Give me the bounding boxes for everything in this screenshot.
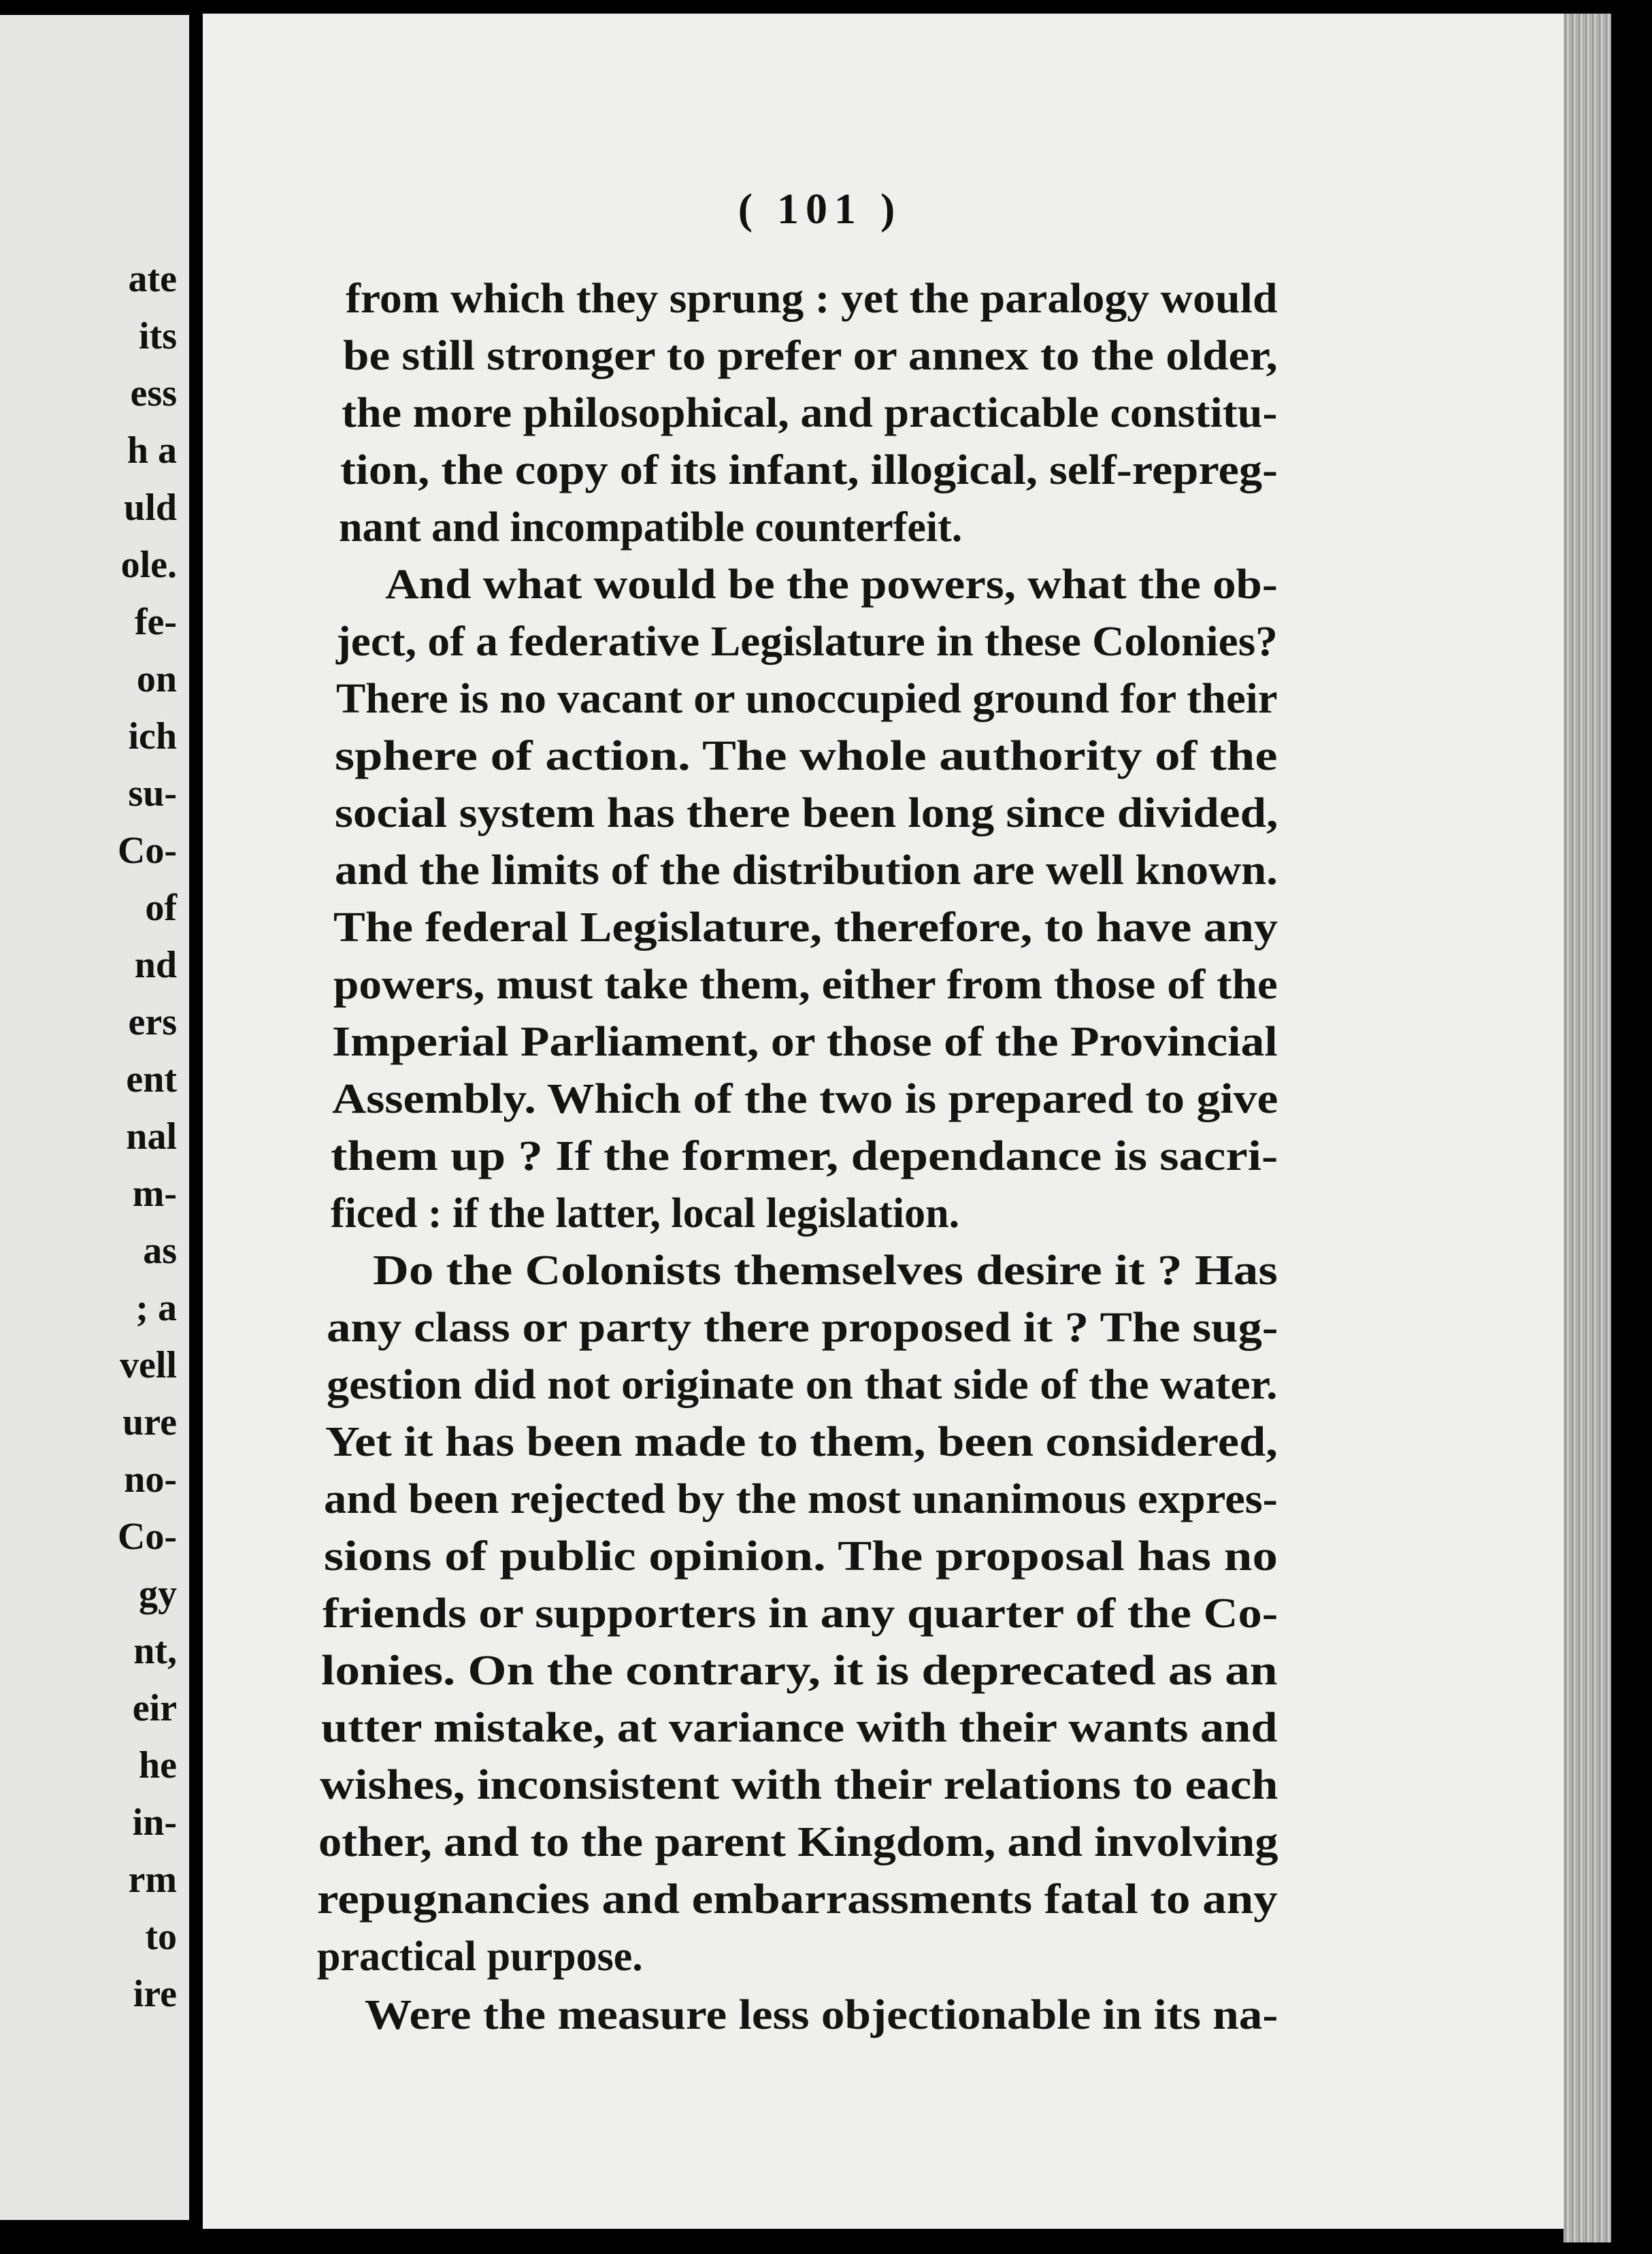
left-page-fragment: its bbox=[139, 315, 177, 357]
left-page-fragment: of bbox=[145, 887, 177, 929]
left-page-fragment: ate bbox=[128, 258, 177, 300]
body-line: The federal Legislature, therefore, to have any bbox=[333, 904, 1278, 951]
body-line: ject, of a federative Legislature in these Colonies? bbox=[336, 619, 1278, 665]
left-page-fragment: ire bbox=[133, 1973, 177, 2015]
left-page-fragment: Co- bbox=[117, 1516, 177, 1558]
body-line: sphere of action. The whole authority of the bbox=[335, 733, 1278, 779]
body-line: the more philosophical, and practicable constitu- bbox=[342, 390, 1278, 436]
left-page-fragment: to bbox=[145, 1916, 177, 1958]
body-line: tion, the copy of its infant, illogical, self-repreg- bbox=[340, 447, 1278, 493]
left-page-fragment: ; a bbox=[135, 1287, 177, 1329]
left-page-fragment: ent bbox=[126, 1058, 177, 1100]
body-line: practical purpose. bbox=[317, 1933, 643, 1980]
left-page-fragment: vell bbox=[120, 1344, 177, 1386]
page-edge-stack bbox=[1564, 14, 1611, 2242]
left-page-fragment: uld bbox=[124, 487, 177, 529]
left-page-fragment: no- bbox=[124, 1458, 177, 1501]
body-line: There is no vacant or unoccupied ground for their bbox=[336, 676, 1278, 722]
body-line: nant and incompatible counterfeit. bbox=[339, 504, 963, 551]
body-line: Do the Colonists themselves desire it ? Has bbox=[373, 1247, 1278, 1294]
body-line: other, and to the parent Kingdom, and involving bbox=[318, 1819, 1278, 1865]
left-page-fragment: ure bbox=[122, 1401, 177, 1443]
body-line: Yet it has been made to them, been considered, bbox=[325, 1419, 1278, 1465]
left-page-fragment: m- bbox=[132, 1173, 177, 1215]
left-page-fragment: eir bbox=[132, 1687, 177, 1729]
left-page-fragment: ole. bbox=[120, 544, 177, 586]
body-line: lonies. On the contrary, it is deprecated as an bbox=[321, 1648, 1278, 1694]
left-page-fragment: h a bbox=[127, 429, 177, 472]
left-page-fragment: nt, bbox=[133, 1630, 177, 1672]
left-page-fragment: on bbox=[136, 658, 177, 700]
body-line: ficed : if the latter, local legislation. bbox=[331, 1190, 960, 1237]
left-page-fragment: in- bbox=[132, 1801, 177, 1844]
left-page-fragment: su- bbox=[128, 772, 177, 815]
left-facing-page bbox=[0, 15, 189, 2220]
left-page-fragment: gy bbox=[139, 1573, 177, 1615]
body-line: powers, must take them, either from those of the bbox=[333, 962, 1278, 1008]
left-page-fragment: Co- bbox=[117, 830, 177, 872]
body-line: them up ? If the former, dependance is sacri- bbox=[331, 1133, 1278, 1179]
body-line: social system has there been long since divided, bbox=[335, 790, 1278, 836]
body-line: and been rejected by the most unanimous expres- bbox=[324, 1476, 1278, 1522]
left-page-fragment: nal bbox=[126, 1115, 177, 1158]
body-line: repugnancies and embarrassments fatal to any bbox=[317, 1876, 1278, 1923]
left-page-fragment: fe- bbox=[134, 601, 177, 643]
body-line: sions of public opinion. The proposal has no bbox=[324, 1533, 1278, 1580]
body-line: Imperial Parliament, or those of the Provincial bbox=[332, 1019, 1278, 1065]
left-page-fragment: he bbox=[139, 1744, 177, 1786]
body-line: Were the measure less objectionable in its na- bbox=[365, 1992, 1278, 2038]
page-number: ( 101 ) bbox=[738, 184, 902, 233]
body-line: any class or party there proposed it ? The sug- bbox=[327, 1305, 1278, 1351]
left-page-fragment: as bbox=[143, 1230, 177, 1272]
body-line: from which they sprung : yet the paralogy would bbox=[346, 276, 1278, 322]
left-page-fragment: ess bbox=[130, 372, 177, 414]
body-line: friends or supporters in any quarter of the Co- bbox=[323, 1590, 1278, 1637]
left-page-fragment: ers bbox=[128, 1001, 177, 1043]
left-page-fragment: nd bbox=[134, 944, 177, 986]
body-line: and the limits of the distribution are well known. bbox=[335, 847, 1278, 894]
left-page-fragment: ich bbox=[128, 715, 177, 757]
body-line: gestion did not originate on that side of the water. bbox=[327, 1362, 1278, 1408]
body-line: Assembly. Which of the two is prepared to give bbox=[332, 1076, 1278, 1122]
left-page-fragment: rm bbox=[128, 1859, 177, 1901]
body-line: And what would be the powers, what the ob- bbox=[385, 561, 1278, 608]
body-line: be still stronger to prefer or annex to the older, bbox=[343, 333, 1278, 379]
body-line: wishes, inconsistent with their relations to each bbox=[320, 1762, 1278, 1808]
body-line: utter mistake, at variance with their wants and bbox=[321, 1705, 1278, 1751]
